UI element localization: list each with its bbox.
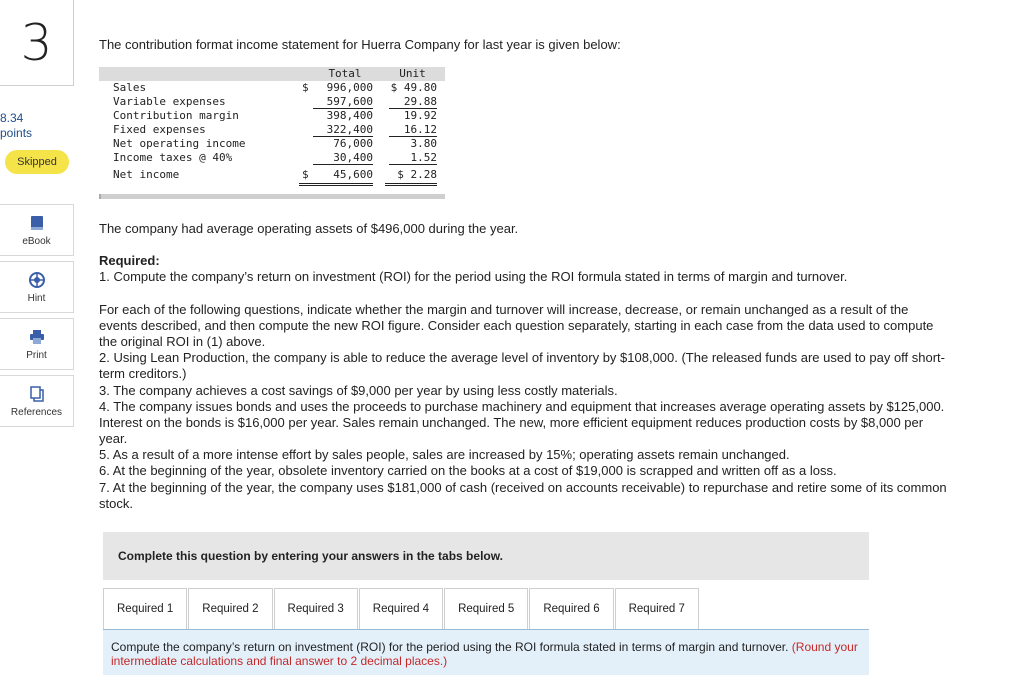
statement-row: Income taxes @ 40% 30,400 1.52 xyxy=(113,151,437,164)
question-5-text: 5. As a result of a more intense effort by sales people, sales are increased by 15%; operating assets remain unchanged. xyxy=(99,447,790,462)
instructions-text: For each of the following questions, indicate whether the margin and turnover will increase, decrease, or remain unchanged as a result of the events described, and then compute the new ROI figure. Consider each question separately, starting in each case from the data used to compute the original ROI in (1) above. xyxy=(99,302,934,349)
statement-header xyxy=(99,67,445,81)
income-statement xyxy=(99,67,445,182)
intro-text: The contribution format income statement for Huerra Company for last year is given below: xyxy=(99,37,621,52)
ebook-label: eBook xyxy=(22,235,51,247)
question-3-text: 3. The company achieves a cost savings of $9,000 per year by using less costly materials. xyxy=(99,383,618,398)
book-icon xyxy=(28,214,46,232)
tab-required-1[interactable]: Required 1 xyxy=(103,588,187,630)
required-1-text: 1. Compute the company’s return on investment (ROI) for the period using the ROI formula stated in terms of margin and turnover. xyxy=(99,269,848,284)
tab-required-6[interactable]: Required 6 xyxy=(529,588,613,630)
points-label: points xyxy=(0,126,33,140)
statement-row: Sales $ 996,000 $ 49.80 xyxy=(113,81,437,94)
panel-note: (Round your intermediate calculations and final answer to 2 decimal places.) xyxy=(111,640,858,668)
statement-row: Fixed expenses 322,400 16.12 xyxy=(113,123,437,136)
question-6-text: 6. At the beginning of the year, obsolete inventory carried on the books at a cost of $19,000 is scrapped and written off as a loss. xyxy=(99,463,837,478)
question-2-text: 2. Using Lean Production, the company is able to reduce the average level of inventory by $108,000. (The released funds are used to pay off short-term creditors.) xyxy=(99,350,946,381)
tab-required-2[interactable]: Required 2 xyxy=(188,588,272,630)
tab-required-7[interactable]: Required 7 xyxy=(615,588,699,630)
references-icon xyxy=(28,385,46,403)
question-4-text: 4. The company issues bonds and uses the proceeds to purchase machinery and equipment that increases average operating assets by $125,000. Interest on the bonds is $16,000 per year. Sales remain unchanged. The new, more efficient equipment reduces production costs by $8,000 per year. xyxy=(99,399,945,446)
panel-text: Compute the company’s return on investment (ROI) for the period using the ROI formula stated in terms of margin and turnover. xyxy=(111,640,789,654)
print-label: Print xyxy=(26,349,47,361)
question-number: 3 xyxy=(20,13,53,72)
tab-panel xyxy=(103,630,869,675)
references-button[interactable] xyxy=(0,375,74,427)
required-heading: Required: xyxy=(99,253,160,268)
statement-row: Contribution margin 398,400 19.92 xyxy=(113,109,437,122)
tab-required-3[interactable]: Required 3 xyxy=(274,588,358,630)
print-icon xyxy=(28,328,46,346)
hint-label: Hint xyxy=(27,292,46,304)
header-unit: Unit xyxy=(399,67,426,80)
hint-icon xyxy=(28,271,46,289)
statement-scrollbar[interactable] xyxy=(99,194,445,199)
header-total: Total xyxy=(328,67,362,80)
tab-required-5[interactable]: Required 5 xyxy=(444,588,528,630)
complete-prompt: Complete this question by entering your answers in the tabs below. xyxy=(103,532,869,580)
statement-row: Variable expenses 597,600 29.88 xyxy=(113,95,437,108)
assets-text: The company had average operating assets of $496,000 during the year. xyxy=(99,221,519,236)
question-7-text: 7. At the beginning of the year, the company uses $181,000 of cash (received on accounts receivable) to repurchase and retire some of its common stock. xyxy=(99,480,947,511)
statement-row: Net operating income 76,000 3.80 xyxy=(113,137,437,150)
hint-button[interactable] xyxy=(0,261,74,313)
points-value: 8.34 xyxy=(0,111,24,125)
print-button[interactable] xyxy=(0,318,74,370)
tab-required-4[interactable]: Required 4 xyxy=(359,588,443,630)
ebook-button[interactable] xyxy=(0,204,74,256)
statement-row-total: Net income $ 45,600 $ 2.28 xyxy=(99,168,445,182)
references-label: References xyxy=(10,406,63,418)
required-tabs xyxy=(103,588,700,630)
question-number-box xyxy=(0,0,74,86)
status-badge: Skipped xyxy=(5,150,69,174)
